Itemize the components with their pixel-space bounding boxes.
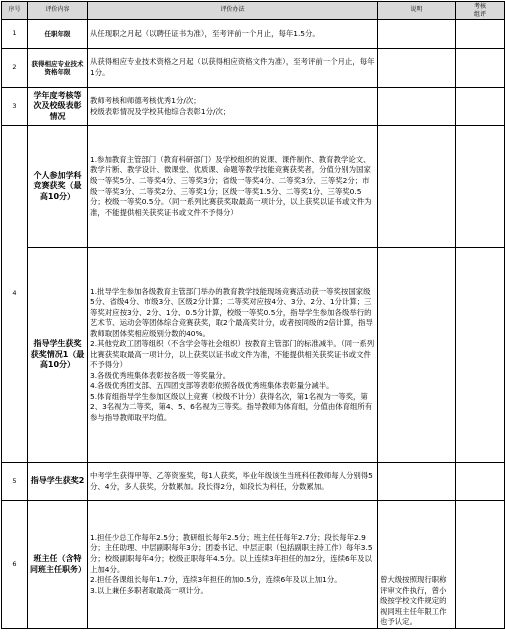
method-line: 中考学生获得甲等、乙等资鉴奖，每1人获奖，毕业年级该生当班科任教师每人分别得5分、4分，多人获奖，分数累加。段长得2分，如段长为科任，分数累加。 xyxy=(90,470,373,491)
method-line: 3.以上兼任多职者取最高一项计分。 xyxy=(90,585,208,595)
header-seq: 序号 xyxy=(2,2,28,20)
evaluation-table xyxy=(1,1,505,629)
row-seq: 2 xyxy=(2,49,28,88)
header-row xyxy=(2,2,505,20)
table-row xyxy=(2,88,505,126)
header-score: 考核 组评 xyxy=(456,2,505,20)
row-seq: 3 xyxy=(2,88,28,126)
row-score-cell[interactable] xyxy=(456,463,505,501)
method-line: 1.批导学生参加各级教育主管部门举办的教育教学技能现场竞赛活动获一等奖按国家级5分、省级4分、市级3分、区级2分计算；二等奖对应按4分、3分、2分、1分计算；三等奖对应按3分、2分、1分、0.5分计算，校级一等奖0.5分，指导学生参加各级举行的艺术节、运动会等团体综合竞赛获奖，取2个最高奖计分，或者按同级的2倍计算，指导教师取团体奖相应级别分数的40%。 xyxy=(90,286,373,338)
row-method xyxy=(88,20,378,49)
method-line: 2.其他党政工团等组织（不含学会等社会组织）按教育主管部门的标准减半。（同一系列比赛获奖取最高一项计分，以上获奖以证书或文件为准，不能提供相关获奖证书或文件不予得分） xyxy=(90,339,375,370)
row-note xyxy=(378,20,456,49)
row-note xyxy=(378,463,456,501)
row-method xyxy=(88,463,378,501)
row-method xyxy=(88,49,378,88)
row-method xyxy=(88,88,378,126)
method-line: 校级表彰情况及学校其他综合表彰1分/次； xyxy=(90,106,231,116)
row-score-cell[interactable] xyxy=(456,20,505,49)
method-line: 教师考核和师德考核优秀1分/次； xyxy=(90,95,201,105)
method-line: 从任现职之月起（以聘任证书为准），至考评前一个月止，每年1.5分。 xyxy=(90,28,320,38)
table-row xyxy=(2,248,505,463)
row-item: 指导学生获奖2 xyxy=(28,463,88,501)
header-method: 评价办法 xyxy=(88,2,378,20)
method-line: 5.体育组指导学生参加区级以上竞赛（校级不计分）获得名次，第1名视为一等奖，第2、3名视为二等奖，第4、5、6名视为三等奖。指导教师为体育组，分值由体育组所有参与指导教师取平均值。 xyxy=(90,391,373,422)
row-item: 指导学生获奖获奖情况1（最高10分） xyxy=(28,248,88,463)
header-note: 说明 xyxy=(378,2,456,20)
row-score-cell[interactable] xyxy=(456,88,505,126)
method-line: 2.担任各课组长每年1.7分，连续3年担任的加0.5分，连续6年及以上加1分。 xyxy=(90,575,342,585)
row-note: 曾大级按照现行职称评审文件执行，曾小级按学校文件规定的视同班主任年限工作也予认定。 xyxy=(378,501,456,629)
row-item: 任职年限 xyxy=(28,20,88,49)
row-score-cell[interactable] xyxy=(456,49,505,88)
table-row xyxy=(2,49,505,88)
row-score-cell[interactable] xyxy=(456,248,505,463)
table-row xyxy=(2,501,505,629)
row-seq: 6 xyxy=(2,501,28,629)
row-seq: 1 xyxy=(2,20,28,49)
method-line: 4.各级优秀团支部、五四团支部等表彰依照各级优秀班集体表彰量分减半。 xyxy=(90,381,334,391)
row-seq: 5 xyxy=(2,463,28,501)
row-seq: 4 xyxy=(2,126,28,463)
row-method xyxy=(88,248,378,463)
method-line: 1.担任少总工作每年2.5分；教研组长每年2.5分；班主任任每年2.7分；段长每年2.9分；主任助理、中层副职每年3分；团委书记、中层正职（包括副职主持工作）每年3.5分；校级副职每年4分；校级正职每年4.5分。以上连续3年担任的加2分，连续6年及以上加4分。 xyxy=(90,532,373,574)
row-method xyxy=(88,126,378,248)
row-item: 班主任（含特同班主任职务） xyxy=(28,501,88,629)
method-line: 3.各级优秀班集体表彰按各级一等奖量分。 xyxy=(90,370,231,380)
table-row xyxy=(2,463,505,501)
table-row xyxy=(2,126,505,248)
row-method xyxy=(88,501,378,629)
row-score-cell[interactable] xyxy=(456,501,505,629)
row-score-cell[interactable] xyxy=(456,126,505,248)
row-item: 获得相应专业技术资格年限 xyxy=(28,49,88,88)
row-note xyxy=(378,248,456,463)
row-item: 学年度考核等次及校级表彰情况 xyxy=(28,88,88,126)
method-line: 1.参加教育主管部门（教育科研部门）及学校组织的说课、课件制作、教育教学论文、教学片断、教学设计、微课堂、优质课、命题等教学技能竞赛获奖者，分值分别为国家级一等奖5分、二等奖4分、三等奖3分；省级一等奖4分、二等奖3分、三等奖2分；市级一等奖3分、二等奖2分、三等奖1分；区级一等奖1.5分、二等奖1分、三等奖0.5分；校级一等奖0.5分。（同一系列比赛获奖取最高一项计分，以上获奖以证书或文件为准，不能提供相关获奖证书或文件不予得分） xyxy=(90,154,372,217)
row-note xyxy=(378,49,456,88)
row-note xyxy=(378,88,456,126)
header-content: 评价内容 xyxy=(28,2,88,20)
row-note xyxy=(378,126,456,248)
method-line: 从获得相应专业技术资格之月起（以获得相应资格文件为准），至考评前一个月止，每年1分。 xyxy=(90,57,375,77)
table-row xyxy=(2,20,505,49)
row-item: 个人参加学科竞赛获奖（最高10分） xyxy=(28,126,88,248)
